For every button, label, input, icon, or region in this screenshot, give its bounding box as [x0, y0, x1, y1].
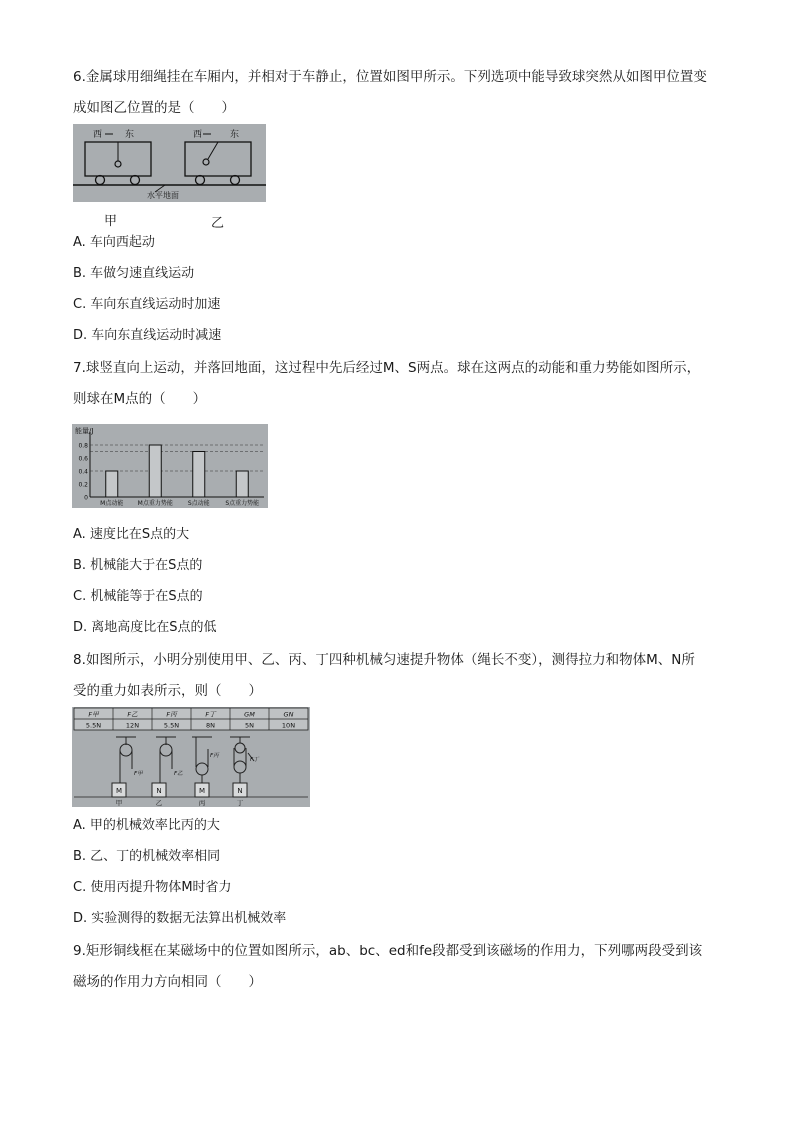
q7-option-c[interactable]: C. 机械能等于在S点的 — [73, 589, 203, 604]
q8-option-c[interactable]: C. 使用丙提升物体M时省力 — [73, 880, 232, 895]
q8-block-label: M — [115, 787, 123, 795]
q7-option-d[interactable]: D. 离地高度比在S点的低 — [73, 620, 217, 635]
q6-caption-yi: 乙 — [211, 216, 225, 231]
q7-ytick-label: 0.4 — [78, 468, 88, 476]
q8-block-label: N — [156, 787, 162, 795]
q8-stem-line1: 8.如图所示，小明分别使用甲、乙、丙、丁四种机械匀速提升物体（绳长不变），测得拉力和物体M、N所 — [73, 652, 695, 668]
q6-option-a[interactable]: A. 车向西起动 — [73, 235, 155, 250]
q7-chart-svg — [72, 424, 268, 508]
q6-west-label: 西 — [93, 130, 103, 140]
q8-stem-line2: 受的重力如表所示，则（ ） — [73, 683, 262, 699]
q8-table-cell: 5N — [245, 721, 254, 730]
q8-force-label: F丙 — [210, 753, 219, 759]
q8-force-label: F甲 — [134, 771, 143, 777]
q8-table-cell: 12N — [125, 721, 140, 730]
q8-table-header: F丙 — [166, 710, 177, 719]
q7-chart-ylabel: 能量/J — [75, 427, 94, 435]
q7-option-b[interactable]: B. 机械能大于在S点的 — [73, 558, 203, 573]
q8-table-header: F甲 — [88, 710, 99, 719]
q7-bar — [193, 452, 205, 498]
q7-category-label: M点重力势能 — [137, 500, 173, 507]
q7-ytick-label: 0.2 — [78, 481, 88, 489]
q7-energy-chart — [72, 424, 268, 508]
q6-option-d[interactable]: D. 车向东直线运动时减速 — [73, 328, 222, 343]
q8-option-d[interactable]: D. 实验测得的数据无法算出机械效率 — [73, 911, 287, 926]
q7-bar — [236, 471, 248, 497]
q7-ytick-label: 0.6 — [78, 455, 88, 463]
q8-block-label: N — [237, 787, 243, 795]
q8-table-header: F丁 — [205, 710, 216, 719]
q6-option-c[interactable]: C. 车向东直线运动时加速 — [73, 297, 221, 312]
q8-table-cell: 5.5N — [163, 721, 180, 730]
q6-caption-jia: 甲 — [104, 214, 118, 229]
q9-stem-line1: 9.矩形铜线框在某磁场中的位置如图所示，ab、bc、ed和fe段都受到该磁场的作用力，下列哪两段受到该 — [73, 943, 703, 959]
q6-west-label-b: 西 — [193, 130, 203, 140]
q6-stem-line2: 成如图乙位置的是（ ） — [73, 100, 235, 116]
q8-pulley-figure — [72, 707, 310, 807]
q6-stem-line1: 6.金属球用细绳挂在车厢内，并相对于车静止，位置如图甲所示。下列选项中能导致球突然从如图甲位置变 — [73, 69, 707, 85]
q8-figure-svg — [72, 707, 310, 807]
q8-table-cell: 5.5N — [85, 721, 102, 730]
q8-table-header: GM — [244, 710, 255, 719]
q8-machine-label: 乙 — [155, 799, 163, 807]
q7-option-a[interactable]: A. 速度比在S点的大 — [73, 527, 190, 542]
q7-stem-line1: 7.球竖直向上运动，并落回地面，这过程中先后经过M、S两点。球在这两点的动能和重力势能如图所示， — [73, 360, 701, 376]
q7-category-label: S点重力势能 — [225, 500, 260, 507]
q8-machine-label: 丙 — [198, 799, 206, 807]
q8-machine-label: 丁 — [236, 799, 244, 807]
q7-category-label: M点动能 — [100, 500, 124, 507]
q8-block-label: M — [198, 787, 206, 795]
q8-force-label: F乙 — [174, 771, 183, 777]
q8-table-cell: 8N — [206, 721, 215, 730]
q6-ground-label: 水平地面 — [147, 191, 179, 200]
q7-bar — [106, 471, 118, 497]
q6-cart-figure — [73, 124, 266, 202]
q7-ytick-label: 0 — [84, 494, 88, 502]
q8-table-cell: 10N — [281, 721, 296, 730]
q6-east-label: 东 — [125, 130, 135, 140]
q9-stem-line2: 磁场的作用力方向相同（ ） — [73, 974, 262, 990]
q7-ytick-label: 0.8 — [78, 442, 88, 450]
q8-option-a[interactable]: A. 甲的机械效率比丙的大 — [73, 818, 220, 833]
q7-stem-line2: 则球在M点的（ ） — [73, 391, 207, 407]
q8-table-header: GN — [283, 710, 294, 719]
q7-category-label: S点动能 — [187, 500, 210, 507]
q8-force-label: F丁 — [250, 757, 259, 763]
q6-option-b[interactable]: B. 车做匀速直线运动 — [73, 266, 195, 281]
q7-bar — [149, 445, 161, 497]
q6-east-label-b: 东 — [230, 130, 240, 140]
q8-machine-label: 甲 — [115, 799, 123, 807]
q8-option-b[interactable]: B. 乙、丁的机械效率相同 — [73, 849, 221, 864]
q8-table-header: F乙 — [127, 710, 138, 719]
